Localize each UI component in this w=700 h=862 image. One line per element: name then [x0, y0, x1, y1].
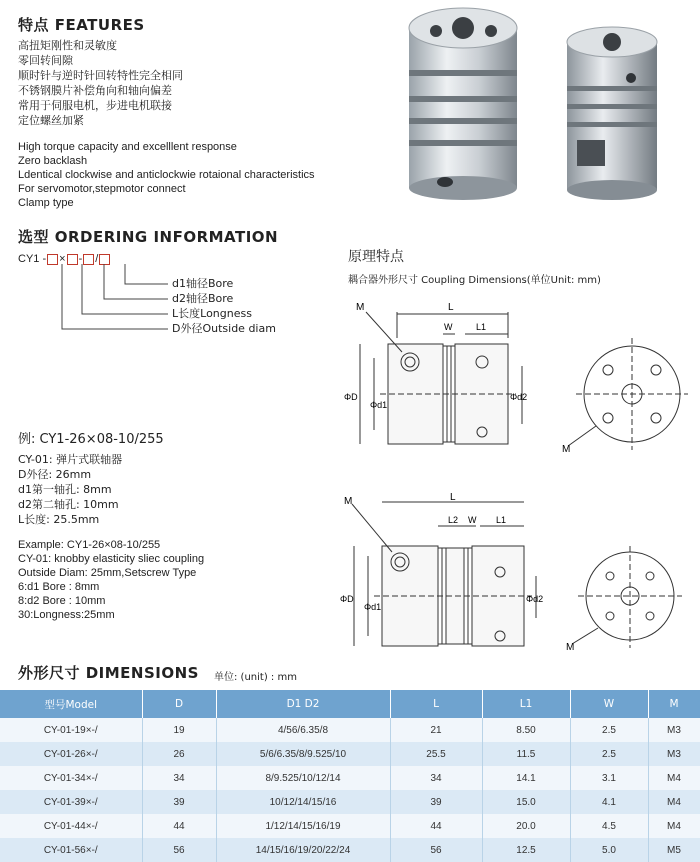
table-row [0, 742, 700, 766]
cell-d1-d2: 8/9.525/10/12/14 [216, 766, 390, 790]
cell-d1-d2: 4/56/6.35/8 [216, 718, 390, 742]
example-zh-line: d1第一轴孔: 8mm [18, 483, 112, 496]
cell-w: 4.5 [570, 814, 648, 838]
cell-d1-d2: 1/12/14/15/16/19 [216, 814, 390, 838]
table-row [0, 790, 700, 814]
header-l: L [390, 690, 482, 718]
feature-en-line: Clamp type [18, 197, 74, 209]
example-en-line: 8:d2 Bore : 10mm [18, 595, 106, 607]
cell-w: 3.1 [570, 766, 648, 790]
cell-l1: 12.5 [482, 838, 570, 862]
drawing2-label-m2: M [566, 642, 575, 653]
cell-l1: 8.50 [482, 718, 570, 742]
example-zh-list [18, 452, 122, 527]
dimensions-table [0, 690, 700, 862]
drawing2-label-m: M [344, 496, 353, 507]
drawing2-label-phid: ΦD [340, 594, 354, 604]
cell-model: CY-01-34×-/ [0, 766, 142, 790]
cell-model: CY-01-19×-/ [0, 718, 142, 742]
example-en-line: CY-01: knobby elasticity sliec coupling [18, 553, 205, 565]
example-zh-line: D外径: 26mm [18, 468, 92, 481]
feature-zh-line: 零回转间隙 [18, 54, 73, 67]
cell-m: M4 [648, 790, 700, 814]
cell-l1: 20.0 [482, 814, 570, 838]
header-d: D [142, 690, 216, 718]
drawing2-label-w: W [468, 515, 477, 525]
feature-zh-line: 常用于伺服电机，步进电机联接 [18, 99, 172, 112]
features-zh-list [18, 38, 183, 128]
order-code-prefix: CY1 - [18, 253, 47, 265]
drawing1-label-m2: M [562, 444, 571, 455]
technical-drawing-1 [340, 290, 700, 480]
example-en-line: Outside Diam: 25mm,Setscrew Type [18, 567, 197, 579]
table-row [0, 766, 700, 790]
order-sep: × [59, 253, 66, 265]
order-label-d1: d1轴径Bore [172, 277, 234, 290]
cell-w: 4.1 [570, 790, 648, 814]
cell-l: 21 [390, 718, 482, 742]
principle-subtitle: 耦合器外形尺寸 Coupling Dimensions(单位Unit: mm) [348, 275, 601, 286]
features-en-list [18, 140, 315, 210]
order-sep: / [95, 253, 99, 265]
cell-model: CY-01-56×-/ [0, 838, 142, 862]
cell-m: M4 [648, 766, 700, 790]
table-row [0, 814, 700, 838]
cell-model: CY-01-44×-/ [0, 814, 142, 838]
example-en-line: Example: CY1-26×08-10/255 [18, 539, 161, 551]
cell-w: 2.5 [570, 742, 648, 766]
example-title: 例: CY1-26×08-10/255 [18, 432, 164, 447]
drawing1-label-phid: ΦD [344, 392, 358, 402]
example-en-line: 6:d1 Bore : 8mm [18, 581, 100, 593]
header-model: 型号Model [0, 690, 142, 718]
cell-l: 44 [390, 814, 482, 838]
example-en-list [18, 538, 204, 622]
feature-en-line: Ldentical clockwise and anticlockwie rotaional characteristics [18, 169, 315, 181]
cell-w: 2.5 [570, 718, 648, 742]
cell-d1-d2: 5/6/6.35/8/9.525/10 [216, 742, 390, 766]
drawing1-label-w: W [444, 322, 453, 332]
table-header-row [0, 690, 700, 718]
cell-model: CY-01-26×-/ [0, 742, 142, 766]
order-label-d: D外径Outside diam [172, 322, 276, 335]
cell-d1-d2: 14/15/16/19/20/22/24 [216, 838, 390, 862]
dimensions-table-wrap [0, 690, 700, 862]
cell-d: 19 [142, 718, 216, 742]
cell-l: 56 [390, 838, 482, 862]
drawing2-label-l2: L2 [448, 515, 459, 525]
cell-model: CY-01-39×-/ [0, 790, 142, 814]
table-row [0, 838, 700, 862]
features-title: 特点 FEATURES [18, 16, 145, 34]
example-zh-line: L长度: 25.5mm [18, 513, 100, 526]
example-zh-line: CY-01: 弹片式联轴器 [18, 453, 123, 466]
header-d1-d2: D1 D2 [216, 690, 390, 718]
cell-l1: 11.5 [482, 742, 570, 766]
cell-d: 26 [142, 742, 216, 766]
table-row [0, 718, 700, 742]
feature-zh-line: 高扭矩刚性和灵敏度 [18, 39, 117, 52]
drawing1-label-phid1: Φd1 [370, 400, 388, 410]
header-w: W [570, 690, 648, 718]
product-photo [395, 0, 700, 205]
drawing2-label-phid1: Φd1 [364, 602, 382, 612]
cell-d: 56 [142, 838, 216, 862]
dimensions-title: 外形尺寸 DIMENSIONS [18, 664, 199, 682]
example-en-line: 30:Longness:25mm [18, 609, 115, 621]
order-sep: - [78, 253, 83, 265]
example-zh-line: d2第二轴孔: 10mm [18, 498, 119, 511]
cell-d1-d2: 10/12/14/15/16 [216, 790, 390, 814]
drawing1-label-l: L [448, 302, 454, 313]
dimensions-unit: 单位: (unit) : mm [214, 672, 297, 683]
feature-en-line: Zero backlash [18, 155, 88, 167]
cell-w: 5.0 [570, 838, 648, 862]
feature-zh-line: 顺时针与逆时针回转特性完全相同 [18, 69, 183, 82]
cell-l1: 14.1 [482, 766, 570, 790]
feature-en-line: High torque capacity and excelllent response [18, 141, 237, 153]
cell-d: 39 [142, 790, 216, 814]
order-label-l: L长度Longness [172, 307, 252, 320]
cell-l1: 15.0 [482, 790, 570, 814]
feature-zh-line: 定位螺丝加紧 [18, 114, 84, 127]
drawing1-label-m: M [356, 302, 365, 313]
cell-l: 39 [390, 790, 482, 814]
ordering-title: 选型 ORDERING INFORMATION [18, 228, 279, 246]
drawing2-label-phid2: Φd2 [526, 594, 544, 604]
small-coupling-image [567, 27, 657, 200]
order-leader-lines [40, 262, 180, 342]
cell-d: 34 [142, 766, 216, 790]
cell-m: M3 [648, 718, 700, 742]
header-l1: L1 [482, 690, 570, 718]
principle-title: 原理特点 [348, 249, 404, 265]
cell-d: 44 [142, 814, 216, 838]
header-m: M [648, 690, 700, 718]
technical-drawing-2 [340, 490, 700, 660]
cell-m: M3 [648, 742, 700, 766]
order-label-d2: d2轴径Bore [172, 292, 234, 305]
drawing2-label-l1: L1 [496, 515, 507, 525]
feature-zh-line: 不锈钢膜片补偿角向和轴向偏差 [18, 84, 172, 97]
cell-m: M4 [648, 814, 700, 838]
drawing1-label-phid2: Φd2 [510, 392, 528, 402]
cell-l: 25.5 [390, 742, 482, 766]
drawing2-label-l: L [450, 492, 456, 503]
cell-m: M5 [648, 838, 700, 862]
feature-en-line: For servomotor,stepmotor connect [18, 183, 186, 195]
drawing1-label-l1: L1 [476, 322, 487, 332]
large-coupling-image [409, 8, 517, 200]
cell-l: 34 [390, 766, 482, 790]
